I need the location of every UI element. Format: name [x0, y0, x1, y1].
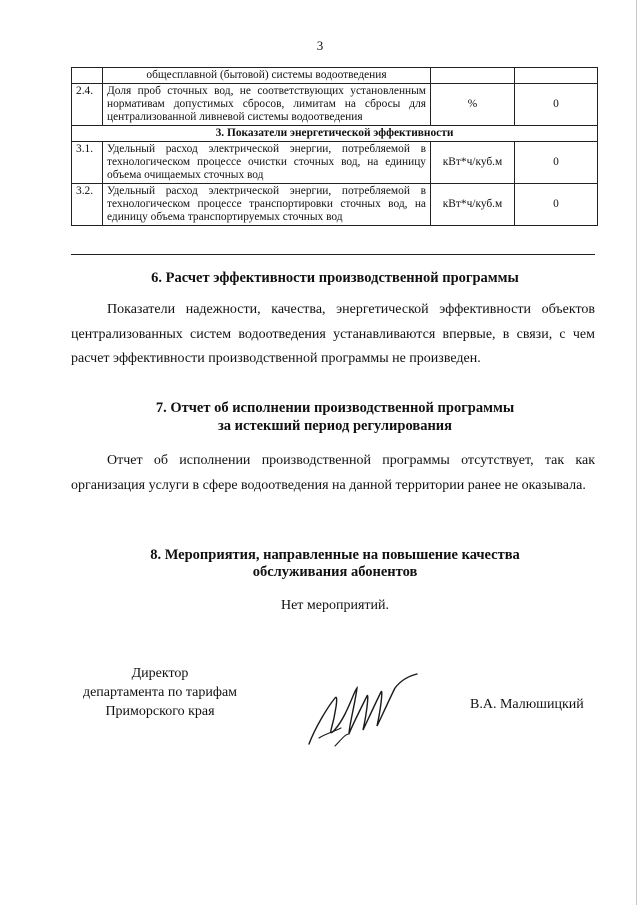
table-row — [72, 68, 598, 84]
page-edge — [636, 0, 637, 905]
signatory-title-line: департамента по тарифам — [82, 685, 238, 700]
row-number: 2.4. — [72, 84, 103, 126]
signatory-title-line: Приморского края — [105, 704, 215, 719]
indicator-name: Удельный расход электрической энергии, потребляемой в технологическом процессе очистки сточных вод, на единицу объема очищаемых сточных вод — [103, 142, 431, 184]
section-7-heading-line2: за истекший период регулирования — [217, 418, 453, 434]
indicator-value: 0 — [515, 142, 598, 184]
section-6-text: Показатели надежности, качества, энергетической эффективности объектов централизованных систем водоотведения устанавливаются впервые, в связи, с чем расчет эффективности производственной программы не произведен. — [71, 302, 595, 366]
section-8-text: Нет мероприятий. — [280, 598, 390, 613]
section-8-heading-line2: обслуживания абонентов — [252, 564, 418, 580]
page-number: 3 — [316, 38, 324, 53]
table-row — [72, 84, 598, 126]
row-number: 3.1. — [72, 142, 103, 184]
signatory-name: В.А. Малюшицкий — [470, 697, 584, 712]
indicator-name: Удельный расход электрической энергии, потребляемой в технологическом процессе транспортировки сточных вод, на единицу объема транспортируемых сточных вод — [103, 184, 431, 226]
indicators-table — [71, 67, 598, 226]
table-row — [72, 184, 598, 226]
indicator-name: общесплавной (бытовой) системы водоотведения — [103, 68, 431, 84]
indicator-unit: кВт*ч/куб.м — [431, 142, 515, 184]
section-heading: 3. Показатели энергетической эффективности — [72, 126, 598, 142]
section-7-heading-line1: 7. Отчет об исполнении производственной программы — [155, 400, 515, 416]
row-number: 3.2. — [72, 184, 103, 226]
indicator-value: 0 — [515, 184, 598, 226]
section-8-heading-line1: 8. Мероприятия, направленные на повышение качества — [150, 547, 520, 563]
indicator-value: 0 — [515, 84, 598, 126]
indicator-unit — [431, 68, 515, 84]
section-6-heading: 6. Расчет эффективности производственной программы — [151, 270, 519, 286]
indicator-name: Доля проб сточных вод, не соответствующих установленным нормативам допустимых сбросов, лимитам на сбросы для централизованной ливневой системы водоотведения — [103, 84, 431, 126]
indicator-unit: кВт*ч/куб.м — [431, 184, 515, 226]
handwritten-signature — [305, 668, 420, 753]
table-bottom-rule — [71, 254, 595, 255]
signatory-title-line: Директор — [131, 666, 189, 681]
indicator-unit: % — [431, 84, 515, 126]
signatory-title — [60, 664, 260, 721]
table-section-row — [72, 126, 598, 142]
section-7-text: Отчет об исполнении производственной программы отсутствует, так как организация услуги в сфере водоотведения на данной территории ранее не оказывала. — [71, 453, 595, 493]
row-number — [72, 68, 103, 84]
table-row — [72, 142, 598, 184]
indicator-value — [515, 68, 598, 84]
